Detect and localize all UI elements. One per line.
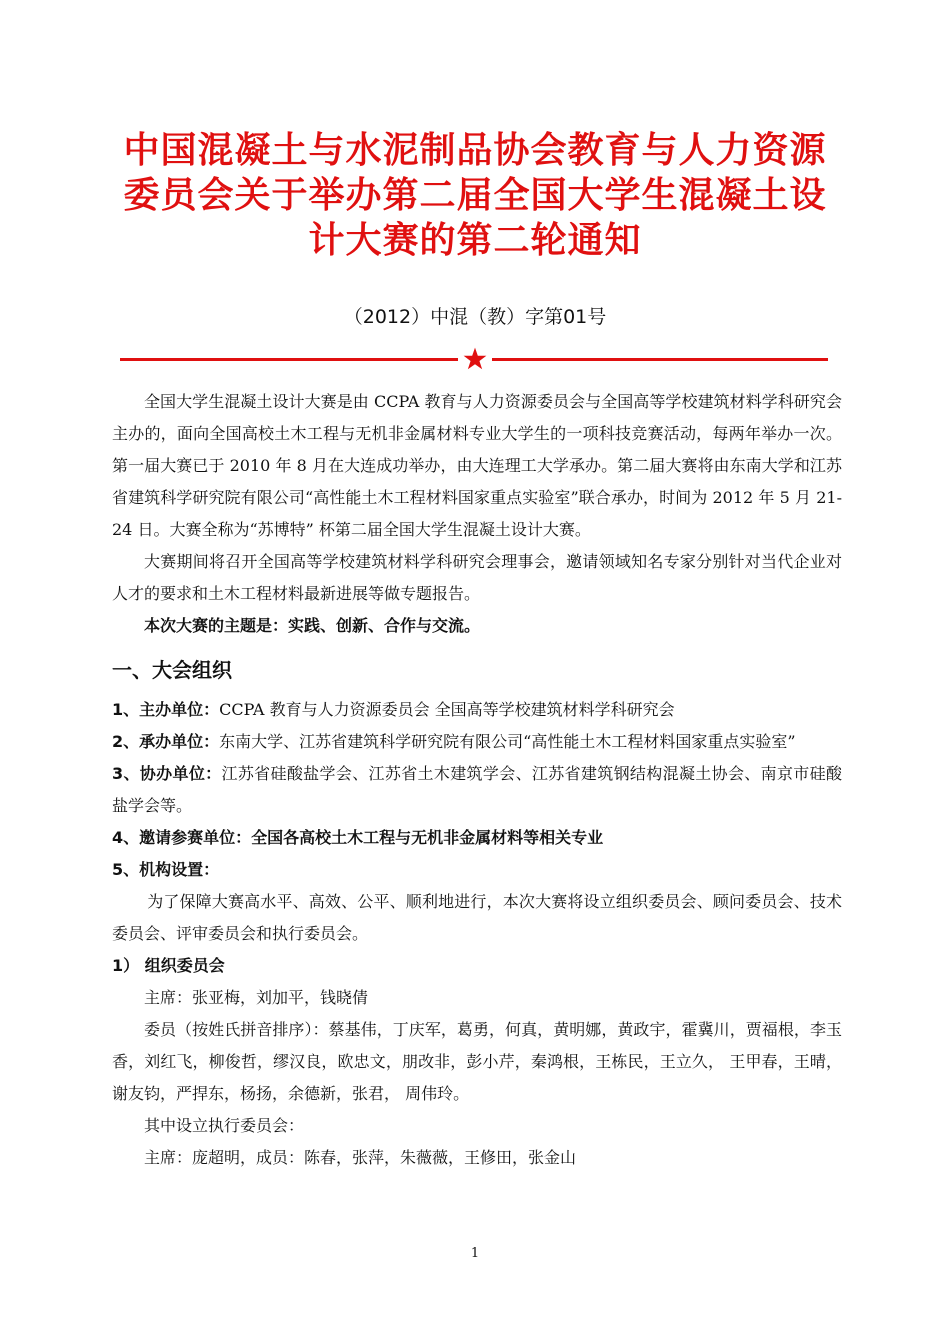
org-intro-paragraph: 为了保障大赛高水平、高效、公平、顺利地进行，本次大赛将设立组织委员会、顾问委员会、技术委员会、评审委员会和执行委员会。 — [112, 892, 842, 943]
org-item-label: 1、主办单位： — [112, 700, 220, 719]
org-item-label: 5、机构设置： — [112, 860, 220, 879]
org-item-text: 东南大学、江苏省建筑科学研究院有限公司“高性能土木工程材料国家重点实验室” — [219, 732, 796, 751]
org-item-label: 4、邀请参赛单位： — [112, 828, 252, 847]
org-item-text: 江苏省硅酸盐学会、江苏省土木建筑学会、江苏省建筑钢结构混凝土协会、南京市硅酸盐学会等。 — [112, 764, 842, 815]
org-item-participants — [112, 822, 842, 854]
red-divider — [120, 349, 828, 369]
org-item-structure — [112, 854, 842, 886]
document-title: 中国混凝土与水泥制品协会教育与人力资源委员会关于举办第二届全国大学生混凝土设计大赛的第二轮通知 — [123, 130, 827, 261]
star-icon — [461, 346, 489, 372]
org-item-organizer — [112, 726, 842, 758]
divider-line-right — [492, 358, 828, 361]
org-item-co-organizer — [112, 758, 842, 822]
org-item-label: 3、协办单位： — [112, 764, 222, 783]
committee-members: 委员（按姓氏拼音排序）：蔡基伟，丁庆军，葛勇，何真，黄明娜，黄政宇，霍冀川，贾福根，李玉香，刘红飞，柳俊哲，缪汉良，欧忠文，朋改非，彭小芹，秦鸿根，王栋民，王立久， 王甲春，王晴， 谢友钧，严捍东，杨扬，余德新，张君， 周伟玲。 — [112, 1020, 842, 1103]
theme-statement: 本次大赛的主题是：实践、创新、合作与交流。 — [144, 616, 481, 635]
exec-committee-members: 主席：庞超明，成员：陈春，张萍，朱薇薇，王修田，张金山 — [144, 1148, 577, 1167]
intro-paragraph: 大赛期间将召开全国高等学校建筑材料学科研究会理事会，邀请领域知名专家分别针对当代企业对人才的要求和土木工程材料最新进展等做专题报告。 — [112, 552, 842, 603]
org-item-text: 全国各高校土木工程与无机非金属材料等相关专业 — [251, 828, 604, 847]
committee-heading: 1） 组织委员会 — [112, 956, 225, 975]
page-number: 1 — [470, 1246, 480, 1261]
org-item-label: 2、承办单位： — [112, 732, 220, 751]
intro-paragraph: 全国大学生混凝土设计大赛是由 CCPA 教育与人力资源委员会与全国高等学校建筑材料学科研究会主办的，面向全国高校土木工程与无机非金属材料专业大学生的一项科技竞赛活动，每两年举办一次。第一届大赛已于 2010 年 8 月在大连成功举办，由大连理工大学承办。第二届大赛将由东南大学和江苏省建筑科学研究院有限公司“高性能土木工程材料国家重点实验室”联合承办，时间为 2012 年 5 月 21-24 日。大赛全称为“苏博特” 杯第二届全国大学生混凝土设计大赛。 — [112, 392, 842, 539]
org-item-text: CCPA 教育与人力资源委员会 全国高等学校建筑材料学科研究会 — [219, 700, 675, 719]
divider-line-left — [120, 358, 458, 361]
section-heading: 一、大会组织 — [112, 658, 232, 682]
exec-committee-intro: 其中设立执行委员会： — [144, 1116, 305, 1135]
committee-chair: 主席：张亚梅，刘加平，钱晓倩 — [144, 988, 369, 1007]
org-item-host — [112, 694, 842, 726]
document-body — [112, 386, 842, 1174]
document-number: （2012）中混（教）字第01号 — [343, 306, 607, 328]
